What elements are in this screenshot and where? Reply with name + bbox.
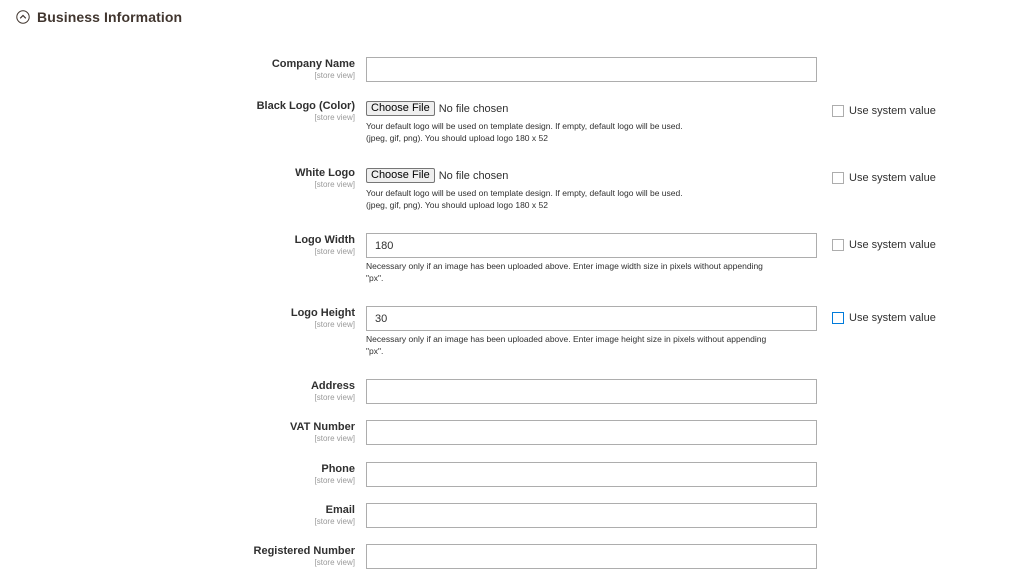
section-title: Business Information <box>37 9 183 25</box>
logo-height-use-system-value[interactable] <box>832 312 936 324</box>
field-label: Logo Height <box>290 307 355 319</box>
note-line: "px". <box>366 345 384 356</box>
white-logo-file-input[interactable] <box>366 168 508 183</box>
checkbox-label: Use system value <box>849 312 936 324</box>
checkbox-label: Use system value <box>849 172 936 184</box>
black-logo-file-input[interactable] <box>366 101 508 116</box>
field-label: Logo Width <box>294 234 355 246</box>
email-label <box>55 504 355 526</box>
field-label: White Logo <box>295 167 355 179</box>
choose-file-button[interactable]: Choose File <box>366 101 435 116</box>
scope-label: [store view] <box>314 247 355 256</box>
black-logo-label <box>55 100 355 122</box>
email-input[interactable] <box>366 503 817 528</box>
note-line: "px". <box>366 272 384 283</box>
registered-number-input[interactable] <box>366 544 817 569</box>
field-label: Phone <box>321 463 355 475</box>
chevron-up-circle-icon <box>16 10 30 24</box>
scope-label: [store view] <box>314 393 355 402</box>
white-logo-label <box>55 167 355 189</box>
phone-input[interactable] <box>366 462 817 487</box>
checkbox[interactable] <box>832 312 844 324</box>
checkbox[interactable] <box>832 239 844 251</box>
note-line: Your default logo will be used on template design. If empty, default logo will be used. <box>366 121 683 131</box>
scope-label: [store view] <box>314 558 355 567</box>
address-input[interactable] <box>366 379 817 404</box>
field-label: Registered Number <box>253 545 355 557</box>
scope-label: [store view] <box>314 517 355 526</box>
company-name-label <box>55 58 355 80</box>
scope-label: [store view] <box>314 180 355 189</box>
scope-label: [store view] <box>314 434 355 443</box>
logo-width-use-system-value[interactable] <box>832 239 936 251</box>
checkbox[interactable] <box>832 172 844 184</box>
checkbox-label: Use system value <box>849 239 936 251</box>
logo-width-note <box>366 261 816 284</box>
checkbox-label: Use system value <box>849 105 936 117</box>
black-logo-use-system-value[interactable] <box>832 105 936 117</box>
note-line: Your default logo will be used on template design. If empty, default logo will be used. <box>366 188 683 198</box>
file-status: No file chosen <box>438 102 509 115</box>
registered-number-label <box>55 545 355 567</box>
black-logo-note <box>366 121 816 144</box>
section-header-business-information[interactable] <box>16 9 182 25</box>
note-line: Necessary only if an image has been uploaded above. Enter image width size in pixels without appending <box>366 261 763 271</box>
note-line: (jpeg, gif, png). You should upload logo 180 x 52 <box>366 132 548 143</box>
note-line: (jpeg, gif, png). You should upload logo 180 x 52 <box>366 199 548 210</box>
white-logo-note <box>366 188 816 211</box>
logo-width-input[interactable] <box>366 233 817 258</box>
company-name-input[interactable] <box>366 57 817 82</box>
logo-height-note <box>366 334 816 357</box>
scope-label: [store view] <box>314 113 355 122</box>
scope-label: [store view] <box>314 71 355 80</box>
field-label: Black Logo (Color) <box>256 100 355 112</box>
file-status: No file chosen <box>438 169 509 182</box>
field-label: Company Name <box>271 58 355 70</box>
field-label: Address <box>310 380 355 392</box>
field-label: Email <box>325 504 355 516</box>
note-line: Necessary only if an image has been uploaded above. Enter image height size in pixels without appending <box>366 334 767 344</box>
checkbox[interactable] <box>832 105 844 117</box>
logo-height-input[interactable] <box>366 306 817 331</box>
vat-number-label <box>55 421 355 443</box>
vat-number-input[interactable] <box>366 420 817 445</box>
logo-width-label <box>55 234 355 256</box>
scope-label: [store view] <box>314 320 355 329</box>
field-label: VAT Number <box>290 421 355 433</box>
address-label <box>55 380 355 402</box>
choose-file-button[interactable]: Choose File <box>366 168 435 183</box>
phone-label <box>55 463 355 485</box>
scope-label: [store view] <box>314 476 355 485</box>
white-logo-use-system-value[interactable] <box>832 172 936 184</box>
logo-height-label <box>55 307 355 329</box>
